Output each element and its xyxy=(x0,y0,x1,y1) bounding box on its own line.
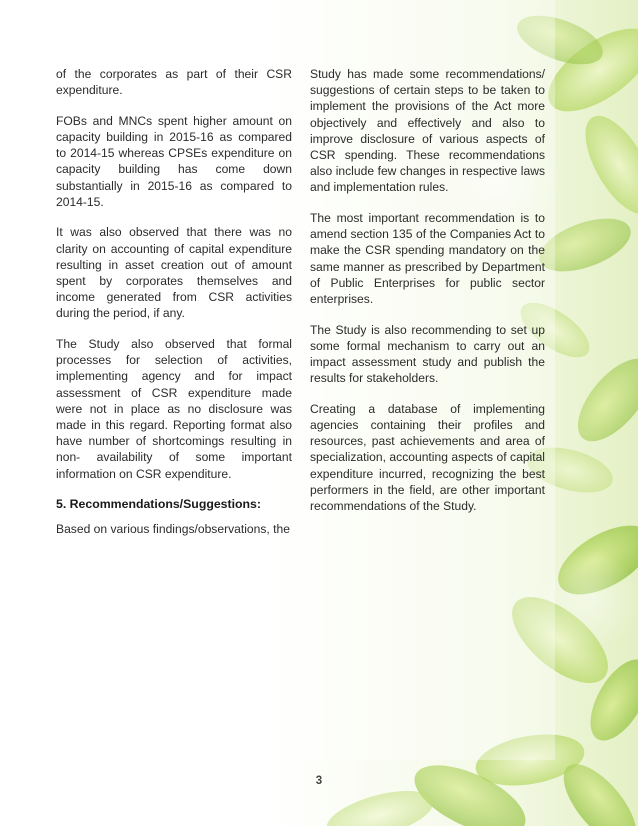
left-paragraph-1: of the corporates as part of their CSR expenditure. xyxy=(56,67,292,98)
section-heading-recommendations: 5. Recommendations/Suggestions: xyxy=(56,497,261,512)
right-paragraph-1: Study has made some recommendations/ suggestions of certain steps to be taken to implement the provisions of the Act more objectively and effectively and also to improve disclosure of various aspects of CSR spending. These recommendations also include few changes in respective laws and implementation rules. xyxy=(310,67,545,195)
left-paragraph-2: FOBs and MNCs spent higher amount on capacity building in 2015-16 as compared to 2014-15 whereas CPSEs expenditure on capacity building has come down substantially in 2015-16 as compared to 2014-15. xyxy=(56,113,292,209)
left-paragraph-4: The Study also observed that formal processes for selection of activities, implementing agency and for impact assessment of CSR expenditure made were not in place as no disclosure was made in this regard. Reporting format also have number of shortcomings resulting in non- availability of some important information on CSR expenditure. xyxy=(56,337,292,481)
right-paragraph-4: Creating a database of implementing agencies containing their profiles and resources, past achievements and area of specialization, accounting aspects of capital expenditure incurred, recognizing the best performers in the field, are other important recommendations of the Study. xyxy=(310,401,545,514)
page-number: 3 xyxy=(315,775,323,787)
left-paragraph-3: It was also observed that there was no clarity on accounting of capital expenditure resulting in asset creation out of amount spent by corporates themselves and income generated from CSR activities during the period, if any. xyxy=(56,225,292,321)
left-text-column xyxy=(56,66,292,552)
right-text-column xyxy=(310,66,545,529)
right-paragraph-3: The Study is also recommending to set up some formal mechanism to carry out an impact assessment study and publish the results for stakeholders. xyxy=(310,322,545,386)
right-paragraph-2: The most important recommendation is to amend section 135 of the Companies Act to make the CSR spending mandatory on the same manner as prescribed by Department of Public Enterprises for public sector enterprises. xyxy=(310,211,545,307)
left-paragraph-5: Based on various findings/observations, the xyxy=(56,522,290,537)
